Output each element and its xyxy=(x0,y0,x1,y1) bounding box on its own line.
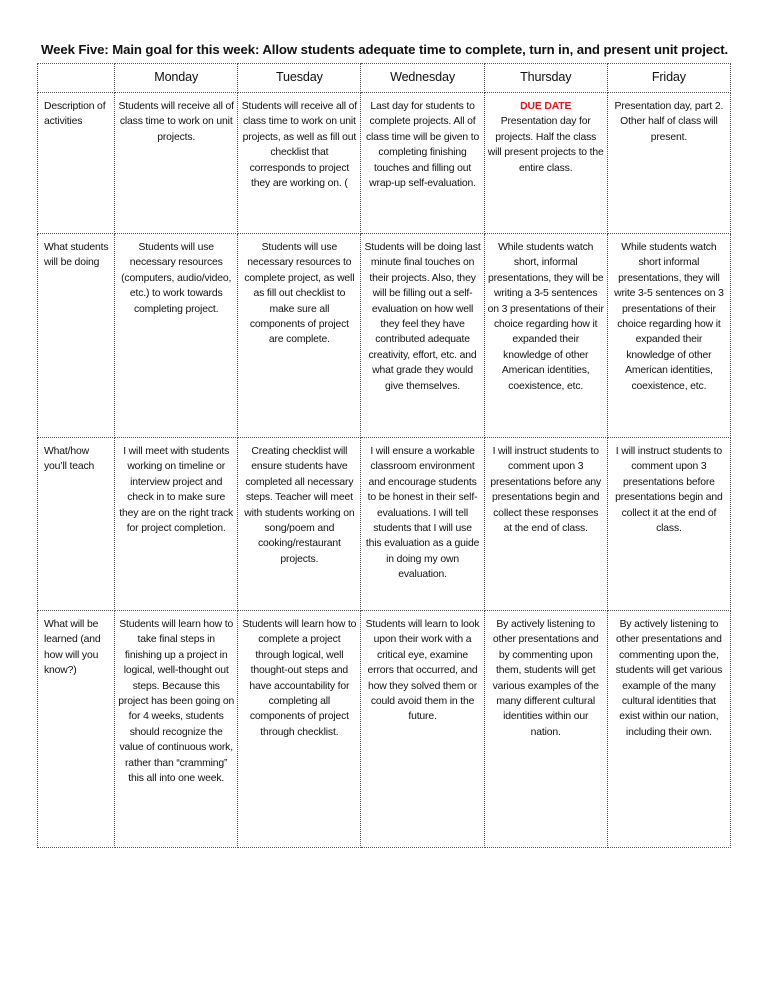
table-cell xyxy=(484,93,607,234)
column-header-friday: Friday xyxy=(607,64,730,93)
table-cell: Students will be doing last minute final touches on their projects. Also, they will be filling out a self-evaluation on how well they feel they have contributed adequate creativity, effort, etc. and what grade they would give themselves. xyxy=(361,234,484,438)
table-cell: I will ensure a workable classroom environment and encourage students to be honest in their self-evaluations. I will tell students that I will use this evaluation as a guide in doing my own evaluation. xyxy=(361,438,484,611)
header-row xyxy=(38,64,731,93)
column-header-monday: Monday xyxy=(115,64,238,93)
table-cell: Students will learn to look upon their work with a critical eye, examine errors that occurred, and how they solved them or could avoid them in the future. xyxy=(361,611,484,848)
due-date-flag: DUE DATE xyxy=(520,101,572,112)
table-cell: I will meet with students working on timeline or interview project and check in to make sure they are on the right track for project completion. xyxy=(115,438,238,611)
column-header-thursday: Thursday xyxy=(484,64,607,93)
table-cell: Presentation day, part 2. Other half of class will present. xyxy=(607,93,730,234)
table-cell: Last day for students to complete projects. All of class time will be given to completing finishing touches and filling out wrap-up self-evaluation. xyxy=(361,93,484,234)
table-cell: Students will receive all of class time to work on unit projects, as well as fill out checklist that corresponds to project they are working on. ( xyxy=(238,93,361,234)
row-label: Description of activities xyxy=(38,93,115,234)
column-header-tuesday: Tuesday xyxy=(238,64,361,93)
table-cell: While students watch short, informal presentations, they will be writing a 3-5 sentences on 3 presentations of their choice regarding how it expanded their knowledge of other American identities, coexistence, etc. xyxy=(484,234,607,438)
table-cell: By actively listening to other presentations and by commenting upon them, students will get various examples of the many different cultural identities within our nation. xyxy=(484,611,607,848)
table-cell: I will instruct students to comment upon 3 presentations before presentations begin and collect it at the end of class. xyxy=(607,438,730,611)
row-label: What/how you’ll teach xyxy=(38,438,115,611)
weekly-plan-table xyxy=(37,63,731,848)
table-cell: Students will learn how to complete a project through logical, well thought-out steps and have accountability for completing all components of project through checklist. xyxy=(238,611,361,848)
table-row xyxy=(38,93,731,234)
table-cell: Creating checklist will ensure students have completed all necessary steps. Teacher will meet with students working on song/poem and cooking/restaurant projects. xyxy=(238,438,361,611)
table-cell: While students watch short informal presentations, they will write 3-5 sentences on 3 presentations of their choice regarding how it expanded their knowledge of other American identities, coexistence, etc. xyxy=(607,234,730,438)
table-cell: Students will use necessary resources to complete project, as well as fill out checklist to make sure all components of project are complete. xyxy=(238,234,361,438)
table-row xyxy=(38,611,731,848)
column-header-wednesday: Wednesday xyxy=(361,64,484,93)
row-label: What will be learned (and how will you know?) xyxy=(38,611,115,848)
table-row xyxy=(38,438,731,611)
table-cell: I will instruct students to comment upon 3 presentations before any presentations begin and collect these responses at the end of class. xyxy=(484,438,607,611)
table-row xyxy=(38,234,731,438)
lesson-plan-page xyxy=(37,42,731,848)
page-heading: Week Five: Main goal for this week: Allow students adequate time to complete, turn in, and present unit project. xyxy=(41,42,729,57)
table-cell: Students will use necessary resources (computers, audio/video, etc.) to work towards completing project. xyxy=(115,234,238,438)
cell-text: Presentation day for projects. Half the class will present projects to the entire class. xyxy=(487,116,604,174)
table-cell: By actively listening to other presentations and commenting upon the, students will get various example of the many cultural identities that exist within our nation, including their own. xyxy=(607,611,730,848)
row-label: What students will be doing xyxy=(38,234,115,438)
corner-cell xyxy=(38,64,115,93)
table-cell: Students will receive all of class time to work on unit projects. xyxy=(115,93,238,234)
table-cell: Students will learn how to take final steps in finishing up a project in logical, well-thought out steps. Because this project has been going on for 4 weeks, students should recognize the value of continuous work, rather than “cramming” this all into one week. xyxy=(115,611,238,848)
